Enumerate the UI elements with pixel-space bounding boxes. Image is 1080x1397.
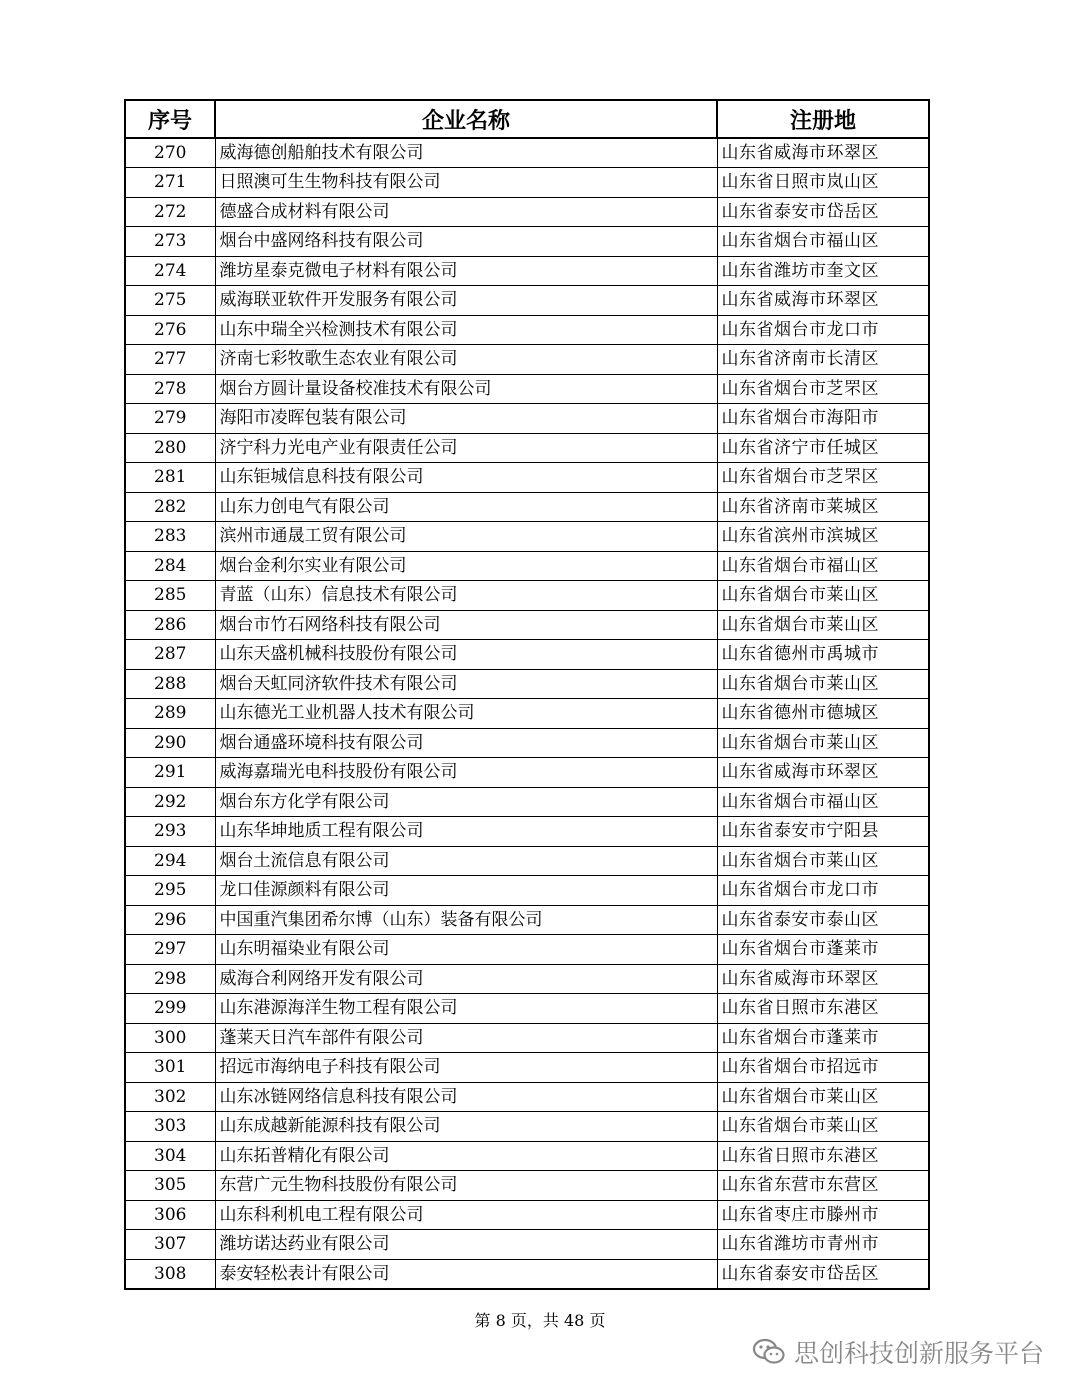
row-region: 山东省烟台市莱山区	[717, 728, 929, 758]
row-name: 日照澳可生生物科技有限公司	[215, 168, 717, 198]
row-region: 山东省泰安市泰山区	[717, 905, 929, 935]
row-name: 山东科利机电工程有限公司	[215, 1200, 717, 1230]
table-row	[125, 345, 929, 375]
row-no: 281	[125, 463, 215, 493]
table-row	[125, 787, 929, 817]
row-region: 山东省东营市东营区	[717, 1171, 929, 1201]
row-region: 山东省烟台市芝罘区	[717, 374, 929, 404]
row-name: 泰安轻松表计有限公司	[215, 1259, 717, 1289]
row-no: 287	[125, 640, 215, 670]
header-name: 企业名称	[215, 100, 717, 138]
row-no: 303	[125, 1112, 215, 1142]
table-row	[125, 256, 929, 286]
row-region: 山东省潍坊市奎文区	[717, 256, 929, 286]
row-name: 东营广元生物科技股份有限公司	[215, 1171, 717, 1201]
row-region: 山东省威海市环翠区	[717, 964, 929, 994]
table-body	[125, 138, 929, 1289]
row-no: 305	[125, 1171, 215, 1201]
table-row	[125, 846, 929, 876]
row-region: 山东省烟台市蓬莱市	[717, 1023, 929, 1053]
row-name: 烟台方圆计量设备校准技术有限公司	[215, 374, 717, 404]
row-name: 山东力创电气有限公司	[215, 492, 717, 522]
row-region: 山东省威海市环翠区	[717, 286, 929, 316]
table-row	[125, 168, 929, 198]
table-row	[125, 905, 929, 935]
row-no: 300	[125, 1023, 215, 1053]
row-no: 274	[125, 256, 215, 286]
table-row	[125, 1023, 929, 1053]
row-name: 山东拓普精化有限公司	[215, 1141, 717, 1171]
table-row	[125, 1112, 929, 1142]
row-region: 山东省烟台市蓬莱市	[717, 935, 929, 965]
table-row	[125, 1171, 929, 1201]
row-no: 272	[125, 197, 215, 227]
row-name: 蓬莱天日汽车部件有限公司	[215, 1023, 717, 1053]
page-footer: 第 8 页，共 48 页	[474, 1311, 606, 1330]
table-row	[125, 610, 929, 640]
row-region: 山东省烟台市莱山区	[717, 1112, 929, 1142]
row-no: 286	[125, 610, 215, 640]
row-region: 山东省烟台市莱山区	[717, 846, 929, 876]
table-row	[125, 551, 929, 581]
row-region: 山东省济南市莱城区	[717, 492, 929, 522]
row-no: 282	[125, 492, 215, 522]
table-row	[125, 1259, 929, 1289]
row-no: 283	[125, 522, 215, 552]
row-no: 284	[125, 551, 215, 581]
row-region: 山东省泰安市岱岳区	[717, 1259, 929, 1289]
table-row	[125, 935, 929, 965]
row-name: 山东明福染业有限公司	[215, 935, 717, 965]
table-row	[125, 994, 929, 1024]
row-no: 277	[125, 345, 215, 375]
table-row	[125, 876, 929, 906]
row-region: 山东省烟台市芝罘区	[717, 463, 929, 493]
row-name: 烟台东方化学有限公司	[215, 787, 717, 817]
row-no: 296	[125, 905, 215, 935]
row-region: 山东省滨州市滨城区	[717, 522, 929, 552]
row-region: 山东省泰安市宁阳县	[717, 817, 929, 847]
row-region: 山东省烟台市莱山区	[717, 610, 929, 640]
row-name: 山东天盛机械科技股份有限公司	[215, 640, 717, 670]
document-sheet	[124, 99, 928, 1290]
wechat-icon	[752, 1337, 786, 1367]
row-name: 龙口佳源颜料有限公司	[215, 876, 717, 906]
row-region: 山东省烟台市莱山区	[717, 581, 929, 611]
watermark	[752, 1334, 1044, 1370]
row-region: 山东省烟台市福山区	[717, 227, 929, 257]
row-region: 山东省烟台市龙口市	[717, 315, 929, 345]
row-region: 山东省烟台市福山区	[717, 787, 929, 817]
row-region: 山东省烟台市莱山区	[717, 1082, 929, 1112]
row-region: 山东省德州市禹城市	[717, 640, 929, 670]
header-region: 注册地	[717, 100, 929, 138]
table-row	[125, 1200, 929, 1230]
table-row	[125, 581, 929, 611]
row-no: 280	[125, 433, 215, 463]
row-name: 海阳市凌晖包装有限公司	[215, 404, 717, 434]
row-region: 山东省烟台市龙口市	[717, 876, 929, 906]
row-no: 308	[125, 1259, 215, 1289]
row-region: 山东省日照市岚山区	[717, 168, 929, 198]
row-region: 山东省济宁市任城区	[717, 433, 929, 463]
row-no: 275	[125, 286, 215, 316]
header-no: 序号	[125, 100, 215, 138]
row-name: 烟台通盛环境科技有限公司	[215, 728, 717, 758]
row-name: 招远市海纳电子科技有限公司	[215, 1053, 717, 1083]
row-no: 306	[125, 1200, 215, 1230]
table-row	[125, 404, 929, 434]
table-row	[125, 522, 929, 552]
table-row	[125, 1230, 929, 1260]
row-region: 山东省德州市德城区	[717, 699, 929, 729]
row-name: 烟台市竹石网络科技有限公司	[215, 610, 717, 640]
table-row	[125, 433, 929, 463]
row-no: 290	[125, 728, 215, 758]
row-region: 山东省日照市东港区	[717, 994, 929, 1024]
watermark-text: 思创科技创新服务平台	[793, 1339, 1044, 1368]
table-row	[125, 138, 929, 168]
row-region: 山东省潍坊市青州市	[717, 1230, 929, 1260]
row-no: 279	[125, 404, 215, 434]
row-name: 烟台天虹同济软件技术有限公司	[215, 669, 717, 699]
row-region: 山东省日照市东港区	[717, 1141, 929, 1171]
enterprise-table	[124, 99, 930, 1290]
table-row	[125, 463, 929, 493]
table-header-row	[125, 100, 929, 138]
row-no: 288	[125, 669, 215, 699]
table-row	[125, 1141, 929, 1171]
row-no: 289	[125, 699, 215, 729]
row-region: 山东省济南市长清区	[717, 345, 929, 375]
table-row	[125, 728, 929, 758]
row-name: 威海联亚软件开发服务有限公司	[215, 286, 717, 316]
row-no: 299	[125, 994, 215, 1024]
row-name: 山东钜城信息科技有限公司	[215, 463, 717, 493]
row-no: 301	[125, 1053, 215, 1083]
row-no: 273	[125, 227, 215, 257]
table-row	[125, 758, 929, 788]
row-name: 烟台土流信息有限公司	[215, 846, 717, 876]
table-row	[125, 669, 929, 699]
table-row	[125, 374, 929, 404]
row-no: 295	[125, 876, 215, 906]
row-no: 307	[125, 1230, 215, 1260]
row-name: 烟台金利尔实业有限公司	[215, 551, 717, 581]
row-region: 山东省威海市环翠区	[717, 758, 929, 788]
table-row	[125, 964, 929, 994]
row-region: 山东省枣庄市滕州市	[717, 1200, 929, 1230]
table-row	[125, 227, 929, 257]
row-no: 304	[125, 1141, 215, 1171]
table-row	[125, 640, 929, 670]
row-no: 271	[125, 168, 215, 198]
row-name: 潍坊诺达药业有限公司	[215, 1230, 717, 1260]
table-row	[125, 817, 929, 847]
row-name: 威海德创船舶技术有限公司	[215, 138, 717, 168]
row-name: 济宁科力光电产业有限责任公司	[215, 433, 717, 463]
table-row	[125, 197, 929, 227]
row-name: 威海合利网络开发有限公司	[215, 964, 717, 994]
row-name: 山东成越新能源科技有限公司	[215, 1112, 717, 1142]
table-row	[125, 315, 929, 345]
row-no: 302	[125, 1082, 215, 1112]
table-row	[125, 1082, 929, 1112]
row-name: 山东港源海洋生物工程有限公司	[215, 994, 717, 1024]
row-name: 山东冰链网络信息科技有限公司	[215, 1082, 717, 1112]
row-region: 山东省威海市环翠区	[717, 138, 929, 168]
row-no: 292	[125, 787, 215, 817]
row-name: 济南七彩牧歌生态农业有限公司	[215, 345, 717, 375]
table-row	[125, 699, 929, 729]
row-region: 山东省烟台市福山区	[717, 551, 929, 581]
row-no: 276	[125, 315, 215, 345]
table-row	[125, 286, 929, 316]
row-name: 烟台中盛网络科技有限公司	[215, 227, 717, 257]
row-region: 山东省烟台市莱山区	[717, 669, 929, 699]
row-name: 山东中瑞全兴检测技术有限公司	[215, 315, 717, 345]
row-region: 山东省烟台市海阳市	[717, 404, 929, 434]
row-name: 潍坊星泰克微电子材料有限公司	[215, 256, 717, 286]
table-row	[125, 492, 929, 522]
row-no: 270	[125, 138, 215, 168]
row-no: 298	[125, 964, 215, 994]
row-no: 285	[125, 581, 215, 611]
row-name: 德盛合成材料有限公司	[215, 197, 717, 227]
row-name: 中国重汽集团希尔博（山东）装备有限公司	[215, 905, 717, 935]
row-no: 294	[125, 846, 215, 876]
row-region: 山东省泰安市岱岳区	[717, 197, 929, 227]
row-region: 山东省烟台市招远市	[717, 1053, 929, 1083]
row-no: 291	[125, 758, 215, 788]
row-no: 297	[125, 935, 215, 965]
row-name: 山东华坤地质工程有限公司	[215, 817, 717, 847]
row-no: 293	[125, 817, 215, 847]
row-name: 山东德光工业机器人技术有限公司	[215, 699, 717, 729]
row-name: 威海嘉瑞光电科技股份有限公司	[215, 758, 717, 788]
table-row	[125, 1053, 929, 1083]
row-name: 青蓝（山东）信息技术有限公司	[215, 581, 717, 611]
row-name: 滨州市通晟工贸有限公司	[215, 522, 717, 552]
row-no: 278	[125, 374, 215, 404]
